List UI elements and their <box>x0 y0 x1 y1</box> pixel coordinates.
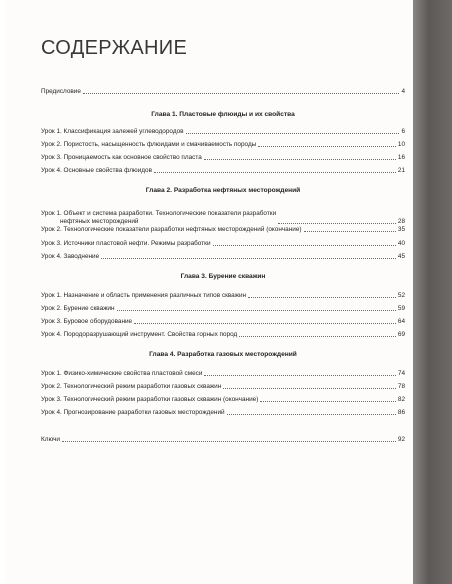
toc-entry-page: 69 <box>397 331 405 338</box>
toc-entry-preface[interactable] <box>41 88 405 96</box>
toc-entry-label: Урок 4. Прогнозирование разработки газовых месторождений <box>41 409 225 416</box>
toc-entry-label: Урок 2. Технологические показатели разработки нефтяных месторождений (окончание) <box>41 226 302 233</box>
toc-entry-label: Урок 1. Назначение и область применения различных типов скважин <box>41 292 247 299</box>
toc-entry-page: 35 <box>397 226 405 233</box>
toc-entry[interactable] <box>41 370 405 378</box>
toc-entry-label: Урок 3. Буровое оборудование <box>41 318 133 325</box>
toc-entry-page: 86 <box>397 409 405 416</box>
toc-entry-label-continued: нефтяных месторождений <box>60 218 139 225</box>
dot-leader <box>227 414 396 415</box>
dot-leader <box>278 223 396 224</box>
dot-leader <box>248 297 396 298</box>
page-title: СОДЕРЖАНИЕ <box>41 37 188 59</box>
book-edge <box>413 0 452 584</box>
dot-leader <box>83 93 400 94</box>
dot-leader <box>186 133 400 134</box>
toc-entry[interactable] <box>41 383 405 391</box>
toc-entry-label-wrapper <box>41 210 276 226</box>
chapter-heading-3: Глава 3. Бурение скважин <box>180 273 266 280</box>
toc-entry-label: Урок 1. Объект и система разработки. Технологические показатели разработки <box>41 210 277 217</box>
book-page <box>6 0 414 584</box>
toc-entry-label: Предисловие <box>41 88 81 95</box>
toc-entry[interactable] <box>41 240 405 248</box>
toc-entry-label: Урок 4. Основные свойства флюидов <box>41 167 152 174</box>
toc-entry[interactable] <box>41 226 405 234</box>
dot-leader <box>213 245 396 246</box>
toc-entry-keys[interactable] <box>41 436 405 444</box>
toc-entry-label: Ключи <box>41 436 61 443</box>
toc-entry-page: 52 <box>397 292 405 299</box>
toc-entry-label: Урок 2. Бурение скважин <box>41 305 115 312</box>
dot-leader <box>223 388 396 389</box>
toc-entry-page: 10 <box>397 141 405 148</box>
toc-entry-page: 64 <box>397 318 405 325</box>
toc-entry-page: 59 <box>397 305 405 312</box>
dot-leader <box>204 159 396 160</box>
toc-entry-label: Урок 3. Источники пластовой нефти. Режимы разработки <box>41 240 211 247</box>
toc-entry-label: Урок 2. Пористость, насыщенность флюидами и смачиваемость породы <box>41 141 257 148</box>
toc-entry-page: 21 <box>397 167 405 174</box>
toc-entry-label: Урок 4. Заводнение <box>41 253 100 260</box>
toc-entry-label: Урок 3. Технологический режим разработки газовых скважин (окончание) <box>41 396 259 403</box>
toc-entry-page: 82 <box>397 396 405 403</box>
dot-leader <box>260 401 396 402</box>
toc-entry[interactable] <box>41 210 405 226</box>
chapter-heading-4: Глава 4. Разработка газовых месторождений <box>149 351 297 358</box>
dot-leader <box>117 310 396 311</box>
toc-entry[interactable] <box>41 253 405 261</box>
toc-entry-page: 40 <box>397 240 405 247</box>
toc-entry-label: Урок 3. Проницаемость как основное свойство пласта <box>41 154 202 161</box>
dot-leader <box>134 323 396 324</box>
toc-entry-page: 78 <box>397 383 405 390</box>
dot-leader <box>154 172 396 173</box>
toc-entry[interactable] <box>41 154 405 162</box>
chapter-heading-1: Глава 1. Пластовые флюиды и их свойства <box>151 111 295 118</box>
toc-entry-label: Урок 1. Классификация залежей углеводородов <box>41 128 184 135</box>
toc-entry[interactable] <box>41 305 405 313</box>
toc-entry-label: Урок 2. Технологический режим разработки газовых скважин <box>41 383 222 390</box>
chapter-heading-2: Глава 2. Разработка нефтяных месторождений <box>145 187 301 194</box>
toc-entry[interactable] <box>41 167 405 175</box>
toc-entry-page: 74 <box>397 370 405 377</box>
toc-entry[interactable] <box>41 396 405 404</box>
toc-entry[interactable] <box>41 128 405 136</box>
dot-leader <box>101 258 396 259</box>
toc-entry-label: Урок 4. Породоразрушающий инструмент. Свойства горных пород <box>41 331 238 338</box>
dot-leader <box>204 375 395 376</box>
toc-entry-label: Урок 1. Физико-химические свойства пластовой смеси <box>41 370 203 377</box>
toc-entry[interactable] <box>41 318 405 326</box>
dot-leader <box>304 231 396 232</box>
toc-entry[interactable] <box>41 409 405 417</box>
toc-entry-page: 6 <box>401 128 405 135</box>
toc-entry[interactable] <box>41 292 405 300</box>
dot-leader <box>239 336 396 337</box>
toc-entry-page: 92 <box>397 436 405 443</box>
toc-entry[interactable] <box>41 141 405 149</box>
toc-entry-page: 16 <box>397 154 405 161</box>
dot-leader <box>258 146 396 147</box>
toc-entry-page: 45 <box>397 253 405 260</box>
toc-entry-page: 28 <box>397 218 405 225</box>
toc-entry-page: 4 <box>401 88 405 95</box>
toc-entry[interactable] <box>41 331 405 339</box>
dot-leader <box>62 441 396 442</box>
